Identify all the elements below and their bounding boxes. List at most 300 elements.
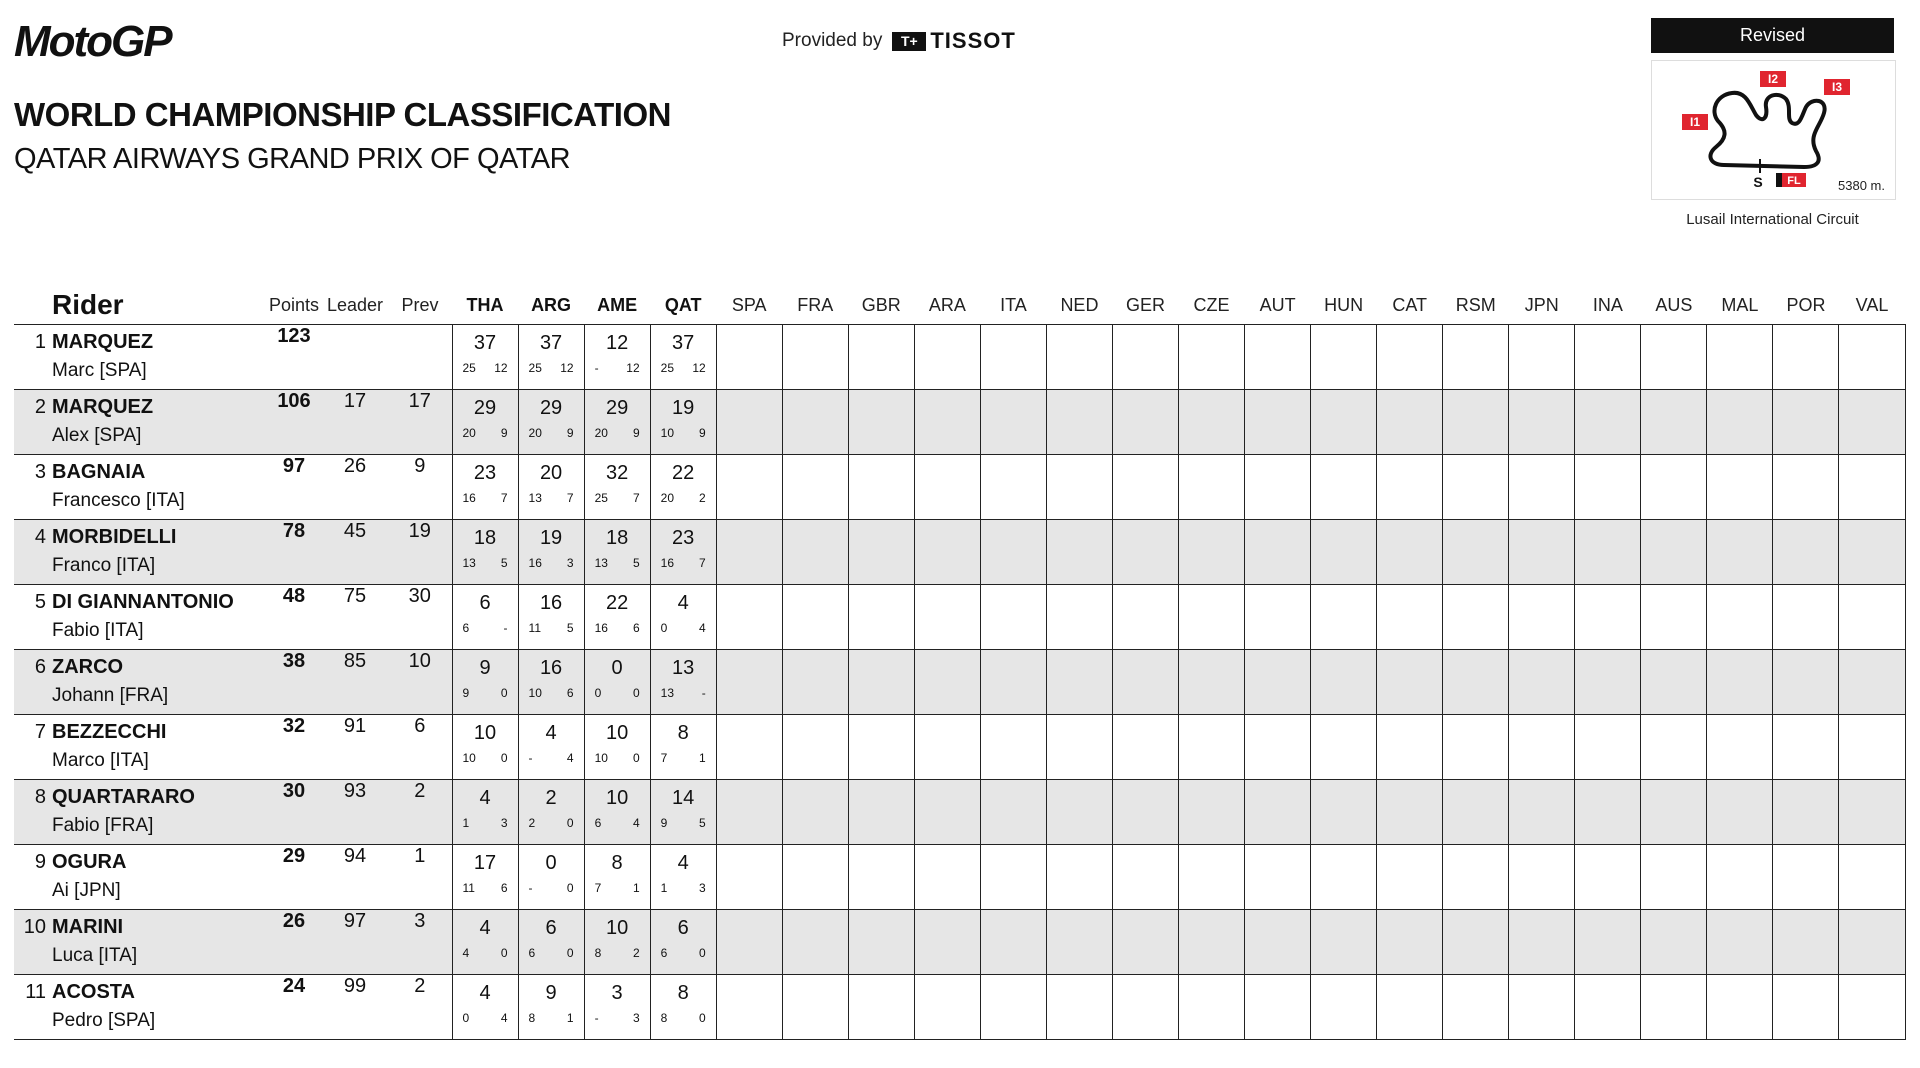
circuit-map	[1651, 60, 1896, 200]
race-breakdown	[519, 615, 584, 635]
race-breakdown	[585, 680, 650, 700]
rider-gap-leader: 93	[322, 780, 388, 845]
race-result-ame	[584, 910, 650, 975]
rider-gap-prev: 3	[388, 910, 452, 975]
race-points: 0	[462, 1011, 470, 1025]
race-result-ina	[1575, 780, 1641, 845]
race-result-rsm	[1443, 325, 1509, 390]
race-points: 10	[528, 686, 542, 700]
race-points: 8	[594, 946, 602, 960]
race-result-hun	[1311, 585, 1377, 650]
rider-gap-leader: 97	[322, 910, 388, 975]
race-points: -	[528, 751, 533, 765]
header-points: Points	[266, 286, 322, 325]
race-result-ita	[980, 975, 1046, 1040]
race-result-jpn	[1509, 910, 1575, 975]
race-points: 7	[660, 751, 668, 765]
sprint-points: 9	[699, 426, 706, 440]
race-breakdown	[519, 745, 584, 765]
race-result-hun	[1311, 845, 1377, 910]
rider-surname: ZARCO	[52, 656, 124, 678]
race-result-aus	[1641, 455, 1707, 520]
race-breakdown	[519, 810, 584, 830]
race-result-cze	[1179, 650, 1245, 715]
race-breakdown	[585, 550, 650, 570]
race-result-val	[1839, 845, 1905, 910]
race-result-ger	[1112, 390, 1178, 455]
race-result-hun	[1311, 910, 1377, 975]
rider-position: 4	[34, 526, 46, 548]
rider-points: 106	[266, 390, 322, 455]
rider-gap-leader: 26	[322, 455, 388, 520]
race-result-aut	[1245, 585, 1311, 650]
race-result-jpn	[1509, 650, 1575, 715]
rider-surname: ACOSTA	[52, 981, 135, 1003]
race-breakdown	[651, 680, 716, 700]
race-result-ger	[1112, 520, 1178, 585]
race-result-gbr	[848, 780, 914, 845]
rider-points: 24	[266, 975, 322, 1040]
rider-gap-leader: 91	[322, 715, 388, 780]
race-result-aus	[1641, 780, 1707, 845]
race-breakdown	[585, 485, 650, 505]
race-total: 29	[605, 397, 629, 419]
header-race-ger: GER	[1112, 286, 1178, 325]
sector-label-i2: I2	[1767, 72, 1779, 86]
race-result-cze	[1179, 910, 1245, 975]
race-result-ger	[1112, 780, 1178, 845]
race-result-qat	[650, 715, 716, 780]
header-race-arg: ARG	[518, 286, 584, 325]
race-result-val	[1839, 780, 1905, 845]
race-result-tha	[452, 455, 518, 520]
race-result-ame	[584, 780, 650, 845]
sponsor-credit	[782, 28, 1016, 54]
race-result-ina	[1575, 910, 1641, 975]
race-result-ned	[1046, 910, 1112, 975]
race-result-ned	[1046, 650, 1112, 715]
race-result-val	[1839, 520, 1905, 585]
header-race-ina: INA	[1575, 286, 1641, 325]
race-points: 10	[594, 751, 608, 765]
race-result-tha	[452, 845, 518, 910]
sprint-points: 4	[500, 1011, 508, 1025]
race-result-arg	[518, 845, 584, 910]
header-race-val: VAL	[1839, 286, 1905, 325]
race-result-cze	[1179, 520, 1245, 585]
race-result-jpn	[1509, 390, 1575, 455]
race-breakdown	[453, 355, 518, 375]
race-result-ned	[1046, 780, 1112, 845]
table-row	[14, 845, 1905, 910]
race-total: 4	[677, 592, 689, 614]
rider-firstname: Johann [FRA]	[52, 685, 169, 706]
rider-gap-leader	[322, 325, 388, 390]
race-result-val	[1839, 455, 1905, 520]
race-result-mal	[1707, 325, 1773, 390]
rider-firstname: Marc [SPA]	[52, 360, 147, 381]
rider-points: 32	[266, 715, 322, 780]
race-total: 0	[545, 852, 557, 874]
race-result-tha	[452, 910, 518, 975]
race-result-por	[1773, 845, 1839, 910]
race-result-mal	[1707, 780, 1773, 845]
race-total: 6	[545, 917, 557, 939]
motogp-logo-text: MotoGP	[14, 18, 171, 60]
race-result-jpn	[1509, 520, 1575, 585]
race-total: 4	[479, 917, 491, 939]
race-result-cze	[1179, 455, 1245, 520]
sprint-points: 12	[692, 361, 706, 375]
tissot-wordmark: TISSOT	[930, 28, 1016, 53]
race-result-ina	[1575, 455, 1641, 520]
header-race-ned: NED	[1046, 286, 1112, 325]
event-subtitle: QATAR AIRWAYS GRAND PRIX OF QATAR	[14, 143, 571, 175]
race-breakdown	[519, 485, 584, 505]
race-result-spa	[716, 910, 782, 975]
race-result-tha	[452, 390, 518, 455]
header-race-fra: FRA	[782, 286, 848, 325]
rider-firstname: Fabio [FRA]	[52, 815, 154, 836]
race-result-rsm	[1443, 715, 1509, 780]
race-result-gbr	[848, 325, 914, 390]
race-breakdown	[585, 875, 650, 895]
race-result-aut	[1245, 845, 1311, 910]
rider-gap-prev: 17	[388, 390, 452, 455]
race-result-ara	[914, 455, 980, 520]
rider-gap-prev: 10	[388, 650, 452, 715]
rider-points: 29	[266, 845, 322, 910]
rider-position: 8	[34, 786, 46, 808]
race-result-mal	[1707, 845, 1773, 910]
sprint-points: 4	[632, 816, 640, 830]
race-result-ame	[584, 845, 650, 910]
race-total: 4	[677, 852, 689, 874]
header-race-qat: QAT	[650, 286, 716, 325]
race-result-ita	[980, 585, 1046, 650]
race-result-arg	[518, 390, 584, 455]
race-result-ara	[914, 325, 980, 390]
rider-cell	[14, 715, 266, 780]
track-outline	[1710, 93, 1824, 167]
header-race-cat: CAT	[1377, 286, 1443, 325]
race-result-aut	[1245, 715, 1311, 780]
race-total: 10	[605, 917, 629, 939]
sprint-points: 3	[632, 1011, 640, 1025]
race-points: 2	[528, 816, 536, 830]
race-result-val	[1839, 975, 1905, 1040]
race-breakdown	[651, 940, 716, 960]
race-total: 17	[473, 852, 497, 874]
race-total: 22	[605, 592, 629, 614]
race-result-hun	[1311, 455, 1377, 520]
rider-gap-leader: 45	[322, 520, 388, 585]
race-breakdown	[585, 355, 650, 375]
sprint-points: 0	[566, 881, 574, 895]
race-result-ger	[1112, 715, 1178, 780]
race-result-spa	[716, 715, 782, 780]
race-result-ger	[1112, 910, 1178, 975]
sector-label-i3: I3	[1831, 80, 1843, 94]
rider-cell	[14, 780, 266, 845]
race-result-ara	[914, 650, 980, 715]
race-result-mal	[1707, 520, 1773, 585]
race-result-ita	[980, 325, 1046, 390]
race-result-tha	[452, 975, 518, 1040]
race-result-ara	[914, 390, 980, 455]
sprint-points: 5	[500, 556, 508, 570]
race-points: 25	[660, 361, 674, 375]
sprint-points: 12	[494, 361, 508, 375]
rider-position: 9	[34, 851, 46, 873]
race-result-cat	[1377, 780, 1443, 845]
race-result-spa	[716, 455, 782, 520]
race-result-cat	[1377, 325, 1443, 390]
race-points: 11	[462, 881, 475, 895]
race-result-aus	[1641, 325, 1707, 390]
race-result-gbr	[848, 390, 914, 455]
rider-points: 97	[266, 455, 322, 520]
race-breakdown	[585, 745, 650, 765]
sprint-points: 12	[560, 361, 574, 375]
race-points: 13	[462, 556, 476, 570]
sprint-points: 2	[632, 946, 640, 960]
race-result-ame	[584, 650, 650, 715]
rider-firstname: Francesco [ITA]	[52, 490, 185, 511]
race-points: 8	[528, 1011, 536, 1025]
sprint-points: -	[701, 686, 706, 700]
rider-position: 1	[34, 331, 46, 353]
race-result-por	[1773, 650, 1839, 715]
race-points: 8	[660, 1011, 668, 1025]
race-result-arg	[518, 715, 584, 780]
race-result-por	[1773, 325, 1839, 390]
race-result-jpn	[1509, 845, 1575, 910]
circuit-name: Lusail International Circuit	[1686, 211, 1859, 228]
race-breakdown	[651, 420, 716, 440]
rider-gap-leader: 17	[322, 390, 388, 455]
race-result-arg	[518, 520, 584, 585]
race-result-spa	[716, 975, 782, 1040]
race-result-qat	[650, 585, 716, 650]
race-total: 3	[611, 982, 623, 1004]
page-title: WORLD CHAMPIONSHIP CLASSIFICATION	[14, 96, 671, 133]
race-result-val	[1839, 715, 1905, 780]
rider-gap-prev: 1	[388, 845, 452, 910]
table-row	[14, 975, 1905, 1040]
race-result-qat	[650, 845, 716, 910]
race-result-aus	[1641, 975, 1707, 1040]
race-points: 1	[462, 816, 470, 830]
sprint-points: 4	[699, 621, 706, 635]
race-total: 4	[545, 722, 557, 744]
rider-firstname: Marco [ITA]	[52, 750, 149, 771]
race-result-qat	[650, 390, 716, 455]
race-result-spa	[716, 585, 782, 650]
race-total: 37	[473, 332, 497, 354]
rider-gap-prev: 19	[388, 520, 452, 585]
race-breakdown	[585, 810, 650, 830]
rider-firstname: Luca [ITA]	[52, 945, 138, 966]
race-result-tha	[452, 715, 518, 780]
race-result-gbr	[848, 910, 914, 975]
race-breakdown	[453, 875, 518, 895]
race-result-hun	[1311, 325, 1377, 390]
start-label: S	[1753, 174, 1763, 190]
race-breakdown	[651, 745, 716, 765]
race-breakdown	[453, 745, 518, 765]
race-total: 9	[545, 982, 557, 1004]
sprint-points: 0	[632, 686, 640, 700]
race-result-rsm	[1443, 390, 1509, 455]
race-result-fra	[782, 650, 848, 715]
race-result-ita	[980, 390, 1046, 455]
race-result-gbr	[848, 520, 914, 585]
race-result-cat	[1377, 390, 1443, 455]
race-result-gbr	[848, 715, 914, 780]
race-points: 16	[528, 556, 542, 570]
race-result-ame	[584, 520, 650, 585]
table-row	[14, 715, 1905, 780]
rider-firstname: Franco [ITA]	[52, 555, 156, 576]
race-total: 8	[677, 722, 689, 744]
circuit-length: 5380 m.	[1838, 178, 1885, 193]
race-result-qat	[650, 780, 716, 845]
race-result-ame	[584, 455, 650, 520]
header-leader: Leader	[322, 286, 388, 325]
race-result-aus	[1641, 520, 1707, 585]
sector-marker-i2	[1760, 71, 1786, 87]
race-result-ara	[914, 975, 980, 1040]
race-result-ger	[1112, 325, 1178, 390]
race-result-aut	[1245, 325, 1311, 390]
sprint-points: 0	[566, 946, 574, 960]
race-total: 10	[473, 722, 497, 744]
race-result-qat	[650, 455, 716, 520]
race-result-jpn	[1509, 585, 1575, 650]
sprint-points: 1	[566, 1011, 574, 1025]
header-race-rsm: RSM	[1443, 286, 1509, 325]
sprint-points: 3	[566, 556, 574, 570]
race-result-aus	[1641, 910, 1707, 975]
race-result-arg	[518, 650, 584, 715]
race-result-gbr	[848, 975, 914, 1040]
race-result-hun	[1311, 780, 1377, 845]
race-result-aut	[1245, 975, 1311, 1040]
tissot-logo	[892, 28, 1015, 54]
race-result-ame	[584, 390, 650, 455]
race-result-ara	[914, 845, 980, 910]
race-result-arg	[518, 975, 584, 1040]
race-result-ita	[980, 520, 1046, 585]
rider-cell	[14, 845, 266, 910]
race-total: 9	[479, 657, 491, 679]
race-breakdown	[453, 810, 518, 830]
race-result-arg	[518, 585, 584, 650]
race-result-mal	[1707, 650, 1773, 715]
race-breakdown	[519, 1005, 584, 1025]
race-result-por	[1773, 455, 1839, 520]
race-result-ara	[914, 520, 980, 585]
race-total: 18	[473, 527, 497, 549]
race-result-aut	[1245, 650, 1311, 715]
race-total: 32	[605, 462, 629, 484]
rider-gap-prev: 2	[388, 975, 452, 1040]
rider-cell	[14, 520, 266, 585]
race-result-ger	[1112, 975, 1178, 1040]
race-result-mal	[1707, 715, 1773, 780]
race-total: 6	[677, 917, 689, 939]
rider-position: 3	[34, 461, 46, 483]
race-result-spa	[716, 325, 782, 390]
race-result-mal	[1707, 975, 1773, 1040]
race-result-jpn	[1509, 455, 1575, 520]
table-header-row	[14, 286, 1905, 325]
race-breakdown	[453, 615, 518, 635]
race-result-ara	[914, 585, 980, 650]
sprint-points: 9	[632, 426, 640, 440]
rider-cell	[14, 585, 266, 650]
rider-gap-prev: 30	[388, 585, 452, 650]
race-points: 6	[660, 946, 668, 960]
sprint-points: -	[503, 621, 508, 635]
race-points: 25	[462, 361, 476, 375]
rider-firstname: Pedro [SPA]	[52, 1010, 156, 1031]
race-breakdown	[453, 1005, 518, 1025]
race-points: 0	[660, 621, 668, 635]
race-result-arg	[518, 780, 584, 845]
race-result-ita	[980, 780, 1046, 845]
race-breakdown	[651, 875, 716, 895]
rider-points: 30	[266, 780, 322, 845]
race-total: 22	[672, 462, 695, 484]
race-result-val	[1839, 390, 1905, 455]
race-result-hun	[1311, 390, 1377, 455]
race-result-gbr	[848, 455, 914, 520]
sprint-points: 6	[566, 686, 574, 700]
race-result-hun	[1311, 650, 1377, 715]
header-race-aus: AUS	[1641, 286, 1707, 325]
race-result-val	[1839, 910, 1905, 975]
race-result-arg	[518, 455, 584, 520]
header-race-ara: ARA	[914, 286, 980, 325]
sprint-points: 0	[500, 946, 508, 960]
motogp-logo-graphic	[14, 18, 274, 60]
race-result-spa	[716, 390, 782, 455]
race-result-ita	[980, 910, 1046, 975]
race-result-cat	[1377, 845, 1443, 910]
sprint-points: 0	[500, 686, 508, 700]
race-result-aus	[1641, 845, 1707, 910]
race-result-mal	[1707, 910, 1773, 975]
rider-surname: MARQUEZ	[52, 331, 154, 353]
race-result-jpn	[1509, 325, 1575, 390]
revised-badge: Revised	[1651, 18, 1894, 53]
race-total: 16	[539, 657, 563, 679]
race-result-rsm	[1443, 520, 1509, 585]
rider-surname: MARINI	[52, 916, 124, 938]
race-result-ned	[1046, 975, 1112, 1040]
race-points: 13	[660, 686, 674, 700]
race-points: 6	[462, 621, 470, 635]
race-result-arg	[518, 325, 584, 390]
race-total: 10	[605, 787, 629, 809]
header-rider: Rider	[14, 286, 266, 325]
rider-points: 26	[266, 910, 322, 975]
race-result-qat	[650, 520, 716, 585]
rider-points: 48	[266, 585, 322, 650]
race-result-ina	[1575, 975, 1641, 1040]
